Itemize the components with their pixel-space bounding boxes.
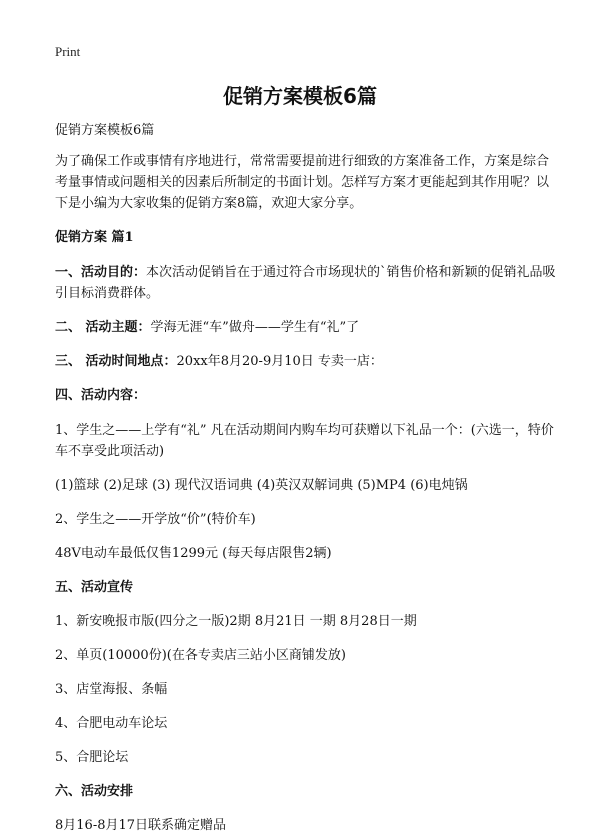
arrange-item-1: 8月16-8月17日联系确定赠品: [55, 818, 227, 833]
intro-paragraph: 为了确保工作或事情有序地进行，常常需要提前进行细致的方案准备工作，方案是综合考量事情或问题相关的因素后所制定的书面计划。怎样写方案才更能起到其作用呢？以下是小编为大家收集的促销方案8篇，欢迎大家分享。: [55, 154, 550, 211]
gift-list: (1)篮球 (2)足球 (3) 现代汉语词典 (4)英汉双解词典 (5)MP4 (6)电炖锅: [55, 478, 468, 493]
promo-item-4: 4、合肥电动车论坛: [55, 716, 168, 731]
arrange-heading: 六、活动安排: [55, 784, 134, 799]
page-title: 促销方案模板6篇: [223, 84, 377, 108]
activity-time-place: [55, 352, 560, 372]
activity-theme: [55, 318, 560, 338]
goal-label: 一、活动目的：: [55, 265, 147, 280]
promo-item-1: 1、新安晚报市版(四分之一版)2期 8月21日 一期 8月28日一期: [55, 614, 417, 629]
special-price: 48V电动车最低仅售1299元 (每天每店限售2辆): [55, 546, 332, 561]
content-heading: 四、活动内容：: [55, 388, 147, 403]
theme-label: 二、 活动主题：: [55, 320, 151, 335]
content-item-2: 2、学生之——开学放“价”(特价车): [55, 512, 256, 527]
promo-heading: 五、活动宣传: [55, 580, 134, 595]
content-item-1: 1、学生之——上学有“礼” 凡在活动期间内购车均可获赠以下礼品一个：(六选一，特价车不享受此项活动): [55, 423, 554, 459]
promo-item-5: 5、合肥论坛: [55, 750, 129, 765]
activity-goal: [55, 262, 560, 304]
promo-item-3: 3、店堂海报、条幅: [55, 682, 168, 697]
section-heading: 促销方案 篇1: [55, 230, 134, 245]
document-subtitle: 促销方案模板6篇: [55, 123, 155, 138]
document-body: [55, 121, 560, 836]
theme-text: 学海无涯“车”做舟——学生有“礼”了: [150, 320, 360, 335]
promo-item-2: 2、单页(10000份)(在各专卖店三站小区商铺发放): [55, 648, 346, 663]
time-text: 20xx年8月20-9月10日 专卖一店：: [176, 354, 383, 369]
time-label: 三、 活动时间地点：: [55, 354, 177, 369]
goal-text: 本次活动促销旨在于通过符合市场现状的`销售价格和新颖的促销礼品吸引目标消费群体。: [55, 265, 556, 301]
print-label: Print: [55, 44, 81, 59]
